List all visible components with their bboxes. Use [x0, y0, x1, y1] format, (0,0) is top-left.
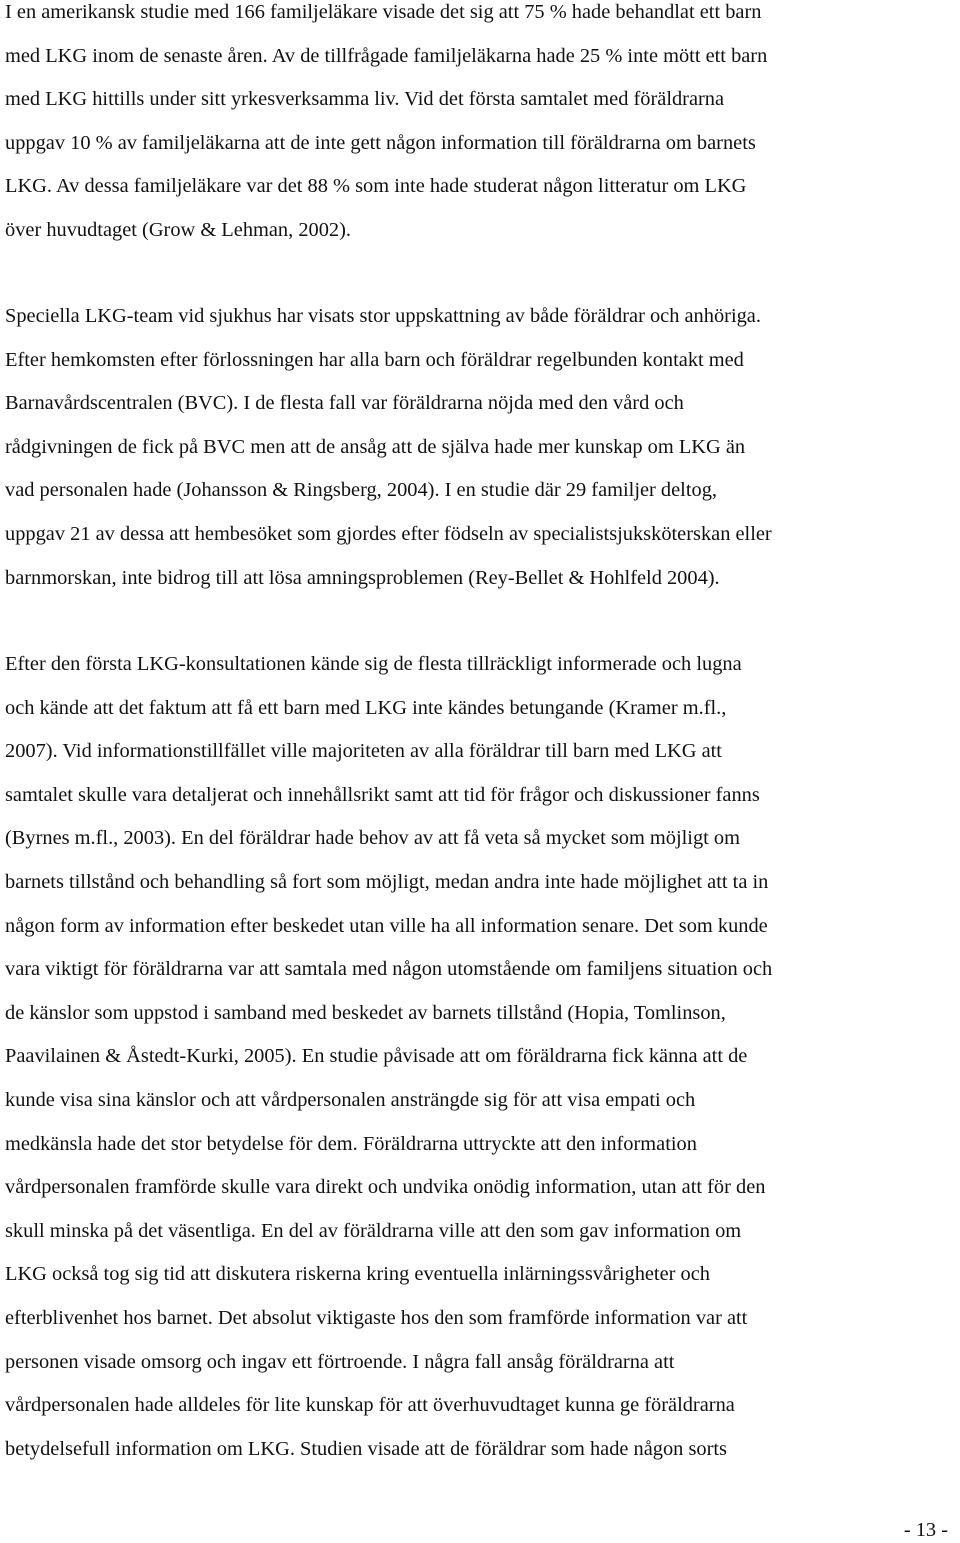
text-line: och kände att det faktum att få ett barn med LKG inte kändes betungande (Kramer m.fl., — [5, 696, 727, 719]
text-line: I en amerikansk studie med 166 familjeläkare visade det sig att 75 % hade behandlat ett barn — [5, 1, 762, 23]
text-line: barnets tillstånd och behandling så fort som möjligt, medan andra inte hade möjlighet att ta in — [5, 870, 769, 893]
text-line: LKG också tog sig tid att diskutera riskerna kring eventuella inlärningssvårigheter och — [5, 1263, 710, 1286]
text-line: samtalet skulle vara detaljerat och innehållsrikt samt att tid för frågor och diskussioner fanns — [5, 783, 760, 806]
paragraph-2 — [5, 295, 960, 600]
text-line: barnmorskan, inte bidrog till att lösa amningsproblemen (Rey-Bellet & Hohlfeld 2004). — [5, 566, 720, 589]
paragraph-3 — [5, 643, 960, 1471]
text-line: vårdpersonalen hade alldeles för lite kunskap för att överhuvudtaget kunna ge föräldrarna — [5, 1394, 735, 1417]
text-line: uppgav 10 % av familjeläkarna att de inte gett någon information till föräldrarna om barnets — [5, 131, 756, 154]
text-line: de känslor som uppstod i samband med beskedet av barnets tillstånd (Hopia, Tomlinson, — [5, 1001, 726, 1024]
text-line: LKG. Av dessa familjeläkare var det 88 % som inte hade studerat någon litteratur om LKG — [5, 175, 747, 198]
text-line: med LKG inom de senaste åren. Av de tillfrågade familjeläkarna hade 25 % inte mött ett barn — [5, 44, 768, 67]
text-line: Paavilainen & Åstedt-Kurki, 2005). En studie påvisade att om föräldrarna fick känna att de — [5, 1045, 748, 1068]
text-line: kunde visa sina känslor och att vårdpersonalen ansträngde sig för att visa empati och — [5, 1088, 696, 1111]
text-line: någon form av information efter beskedet utan ville ha all information senare. Det som kunde — [5, 914, 768, 937]
text-line: (Byrnes m.fl., 2003). En del föräldrar hade behov av att få veta så mycket som möjligt om — [5, 827, 740, 850]
text-line: över huvudtaget (Grow & Lehman, 2002). — [5, 218, 351, 241]
text-line: vara viktigt för föräldrarna var att samtala med någon utomstående om familjens situation och — [5, 958, 773, 981]
text-line: Efter den första LKG-konsultationen kände sig de flesta tillräckligt informerade och lugna — [5, 653, 742, 675]
text-line: Barnavårdscentralen (BVC). I de flesta fall var föräldrarna nöjda med den vård och — [5, 392, 684, 415]
text-line: rådgivningen de fick på BVC men att de ansåg att de själva hade mer kunskap om LKG än — [5, 435, 746, 458]
text-line: Efter hemkomsten efter förlossningen har alla barn och föräldrar regelbunden kontakt med — [5, 348, 744, 371]
text-line: med LKG hittills under sitt yrkesverksamma liv. Vid det första samtalet med föräldrarna — [5, 88, 725, 111]
text-line: vårdpersonalen framförde skulle vara direkt och undvika onödig information, utan att för den — [5, 1176, 766, 1199]
text-line: 2007). Vid informationstillfället ville majoriteten av alla föräldrar till barn med LKG att — [5, 740, 722, 763]
text-line: Speciella LKG-team vid sjukhus har visats stor uppskattning av både föräldrar och anhöriga. — [5, 305, 761, 327]
text-line: efterblivenhet hos barnet. Det absolut viktigaste hos den som framförde information var att — [5, 1306, 748, 1329]
text-line: vad personalen hade (Johansson & Ringsberg, 2004). I en studie där 29 familjer deltog, — [5, 479, 717, 502]
paragraph-1 — [5, 0, 960, 253]
text-line: uppgav 21 av dessa att hembesöket som gjordes efter födseln av specialistsjuksköterskan eller — [5, 522, 772, 545]
text-line: skull minska på det väsentliga. En del av föräldrarna ville att den som gav information om — [5, 1219, 742, 1242]
text-line: personen visade omsorg och ingav ett förtroende. I några fall ansåg föräldrarna att — [5, 1350, 675, 1373]
page-number: - 13 - — [903, 1519, 948, 1541]
text-line: medkänsla hade det stor betydelse för dem. Föräldrarna uttryckte att den information — [5, 1132, 697, 1155]
text-line: betydelsefull information om LKG. Studien visade att de föräldrar som hade någon sorts — [5, 1437, 727, 1460]
